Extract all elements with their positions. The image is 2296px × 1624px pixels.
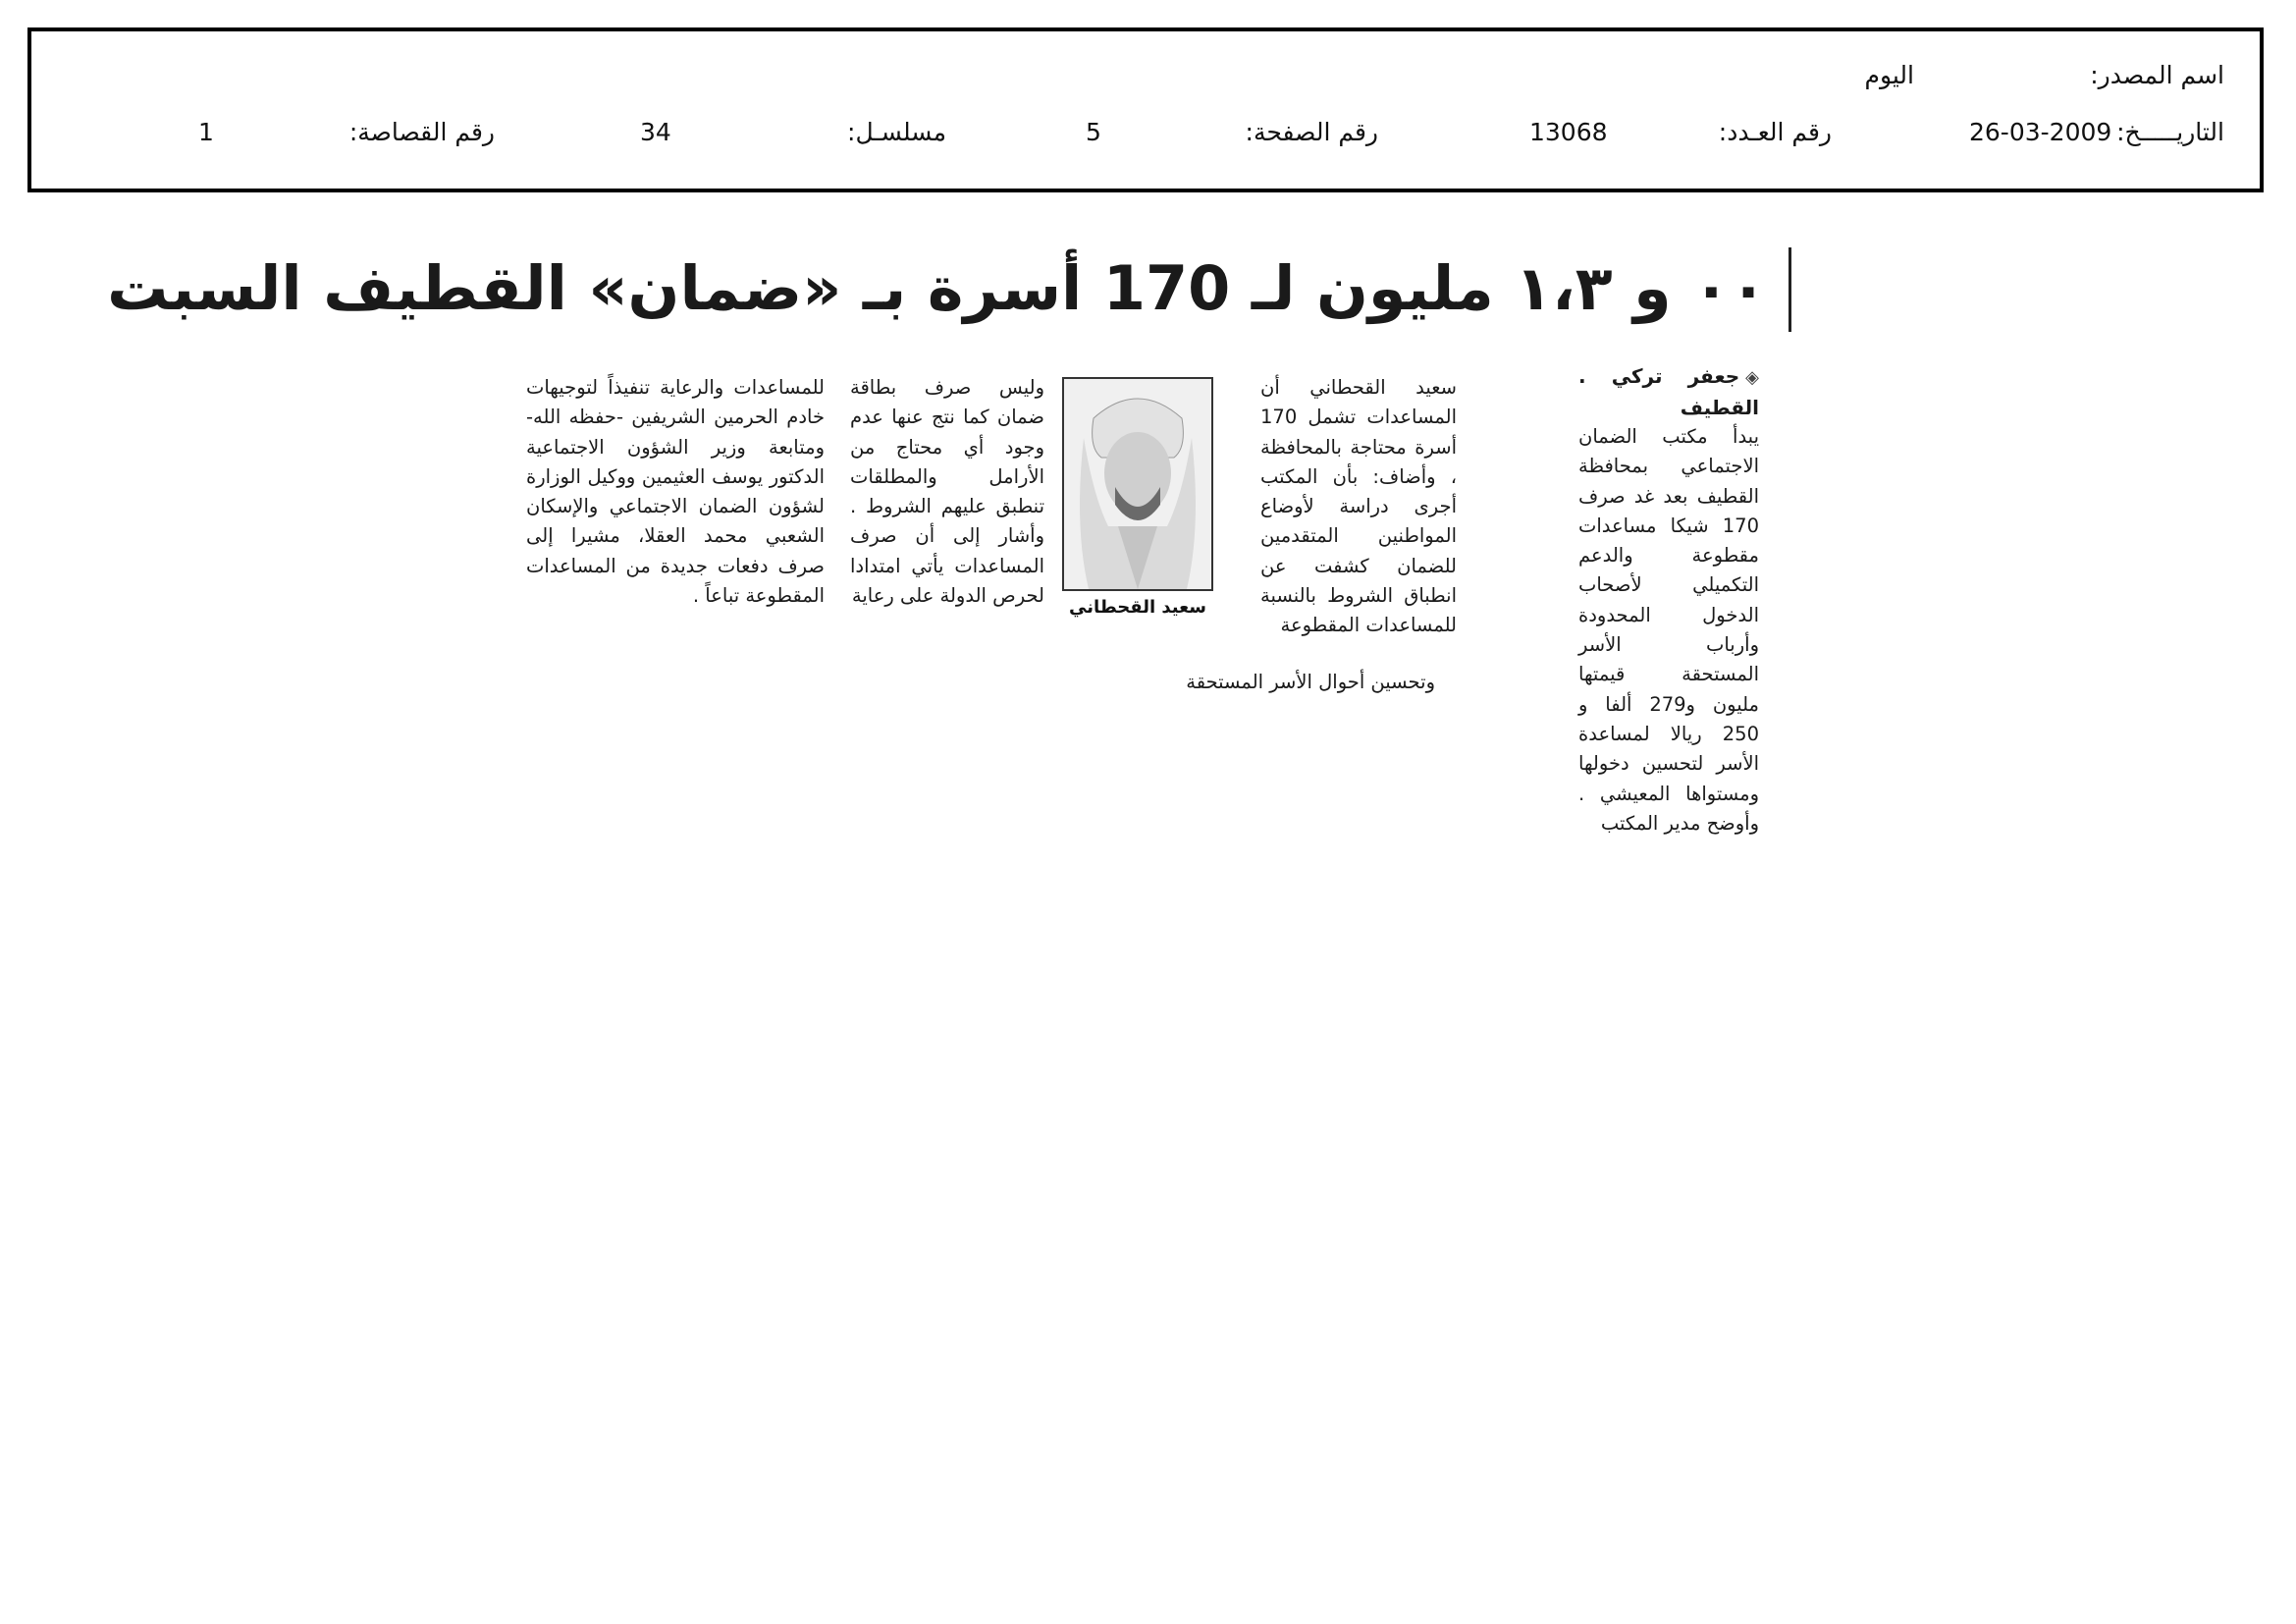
headline-rule: [1789, 247, 1791, 332]
article-byline: [1578, 361, 1759, 422]
issue-label: رقم العـدد:: [1718, 118, 1832, 146]
article-column-5: [526, 373, 825, 701]
article-column-2: [1260, 373, 1457, 701]
person-photo: [1062, 377, 1213, 591]
issue-value: 13068: [1529, 118, 1608, 146]
serial-value: 34: [640, 118, 671, 146]
date-value: 26-03-2009: [1969, 118, 2112, 146]
article-column-4: [850, 373, 1044, 701]
source-value: اليوم: [1864, 61, 1914, 89]
date-label: التاريـــــخ:: [2116, 118, 2224, 146]
newspaper-clipping: [107, 244, 1794, 835]
article-column-3: [1062, 668, 1435, 699]
source-label: اسم المصدر:: [2090, 61, 2224, 89]
photo-caption: سعيد القحطاني: [1069, 597, 1206, 618]
column-1-text: يبدأ مكتب الضمان الاجتماعي بمحافظة القطيف بعد غد صرف 170 شيكا مساعدات مقطوعة والدعم التكميلي لأصحاب الدخول المحدودة وأرباب الأسر المستحقة قيمتها مليون و279 ألفا و 250 ريالا لمساعدة الأسر لتحسين دخولها ومستواها المعيشي . وأوضح مدير المكتب: [1578, 425, 1760, 835]
column-4-text: وليس صرف بطاقة ضمان كما نتج عنها عدم وجود أي محتاج من الأرامل والمطلقات تنطبق عليهم الشروط . وأشار إلى أن صرف المساعدات يأتي امتدادا لحرص الدولة على رعاية: [850, 376, 1044, 608]
byline-text: جعفر تركي . القطيف: [1578, 364, 1759, 419]
article-headline: ٠٠ و ١،٣ مليون لـ 170 أسرة بـ «ضمان» القطيف السبت: [107, 252, 1767, 324]
clip-number-label: رقم القصاصة:: [348, 118, 495, 146]
page-value: 5: [1086, 118, 1101, 146]
column-2-text: سعيد القحطاني أن المساعدات تشمل 170 أسرة محتاجة بالمحافظة ، وأضاف: بأن المكتب أجرى دراسة لأوضاع المواطنين المتقدمين للضمان كشفت عن انطباق الشروط بالنسبة للمساعدات المقطوعة: [1260, 376, 1457, 637]
serial-label: مسلسـل:: [847, 118, 946, 146]
clipping-metadata-box: [27, 27, 2264, 192]
column-5-text: للمساعدات والرعاية تنفيذاً لتوجيهات خادم الحرمين الشريفين -حفظه الله- ومتابعة وزير الشؤون الاجتماعية الدكتور يوسف العثيمين ووكيل الوزارة لشؤون الضمان الاجتماعي والإسكان الشعبي محمد العقلا، مشيرا إلى صرف دفعات جديدة من المساعدات المقطوعة تباعاً .: [526, 376, 825, 608]
article-column-1: [1578, 361, 1760, 835]
page-label: رقم الصفحة:: [1245, 118, 1378, 146]
diamond-icon: ◈: [1745, 367, 1759, 388]
column-3-text: وتحسين أحوال الأسر المستحقة: [1186, 671, 1435, 693]
clip-number-value: 1: [198, 118, 214, 146]
portrait-image: [1064, 379, 1211, 589]
